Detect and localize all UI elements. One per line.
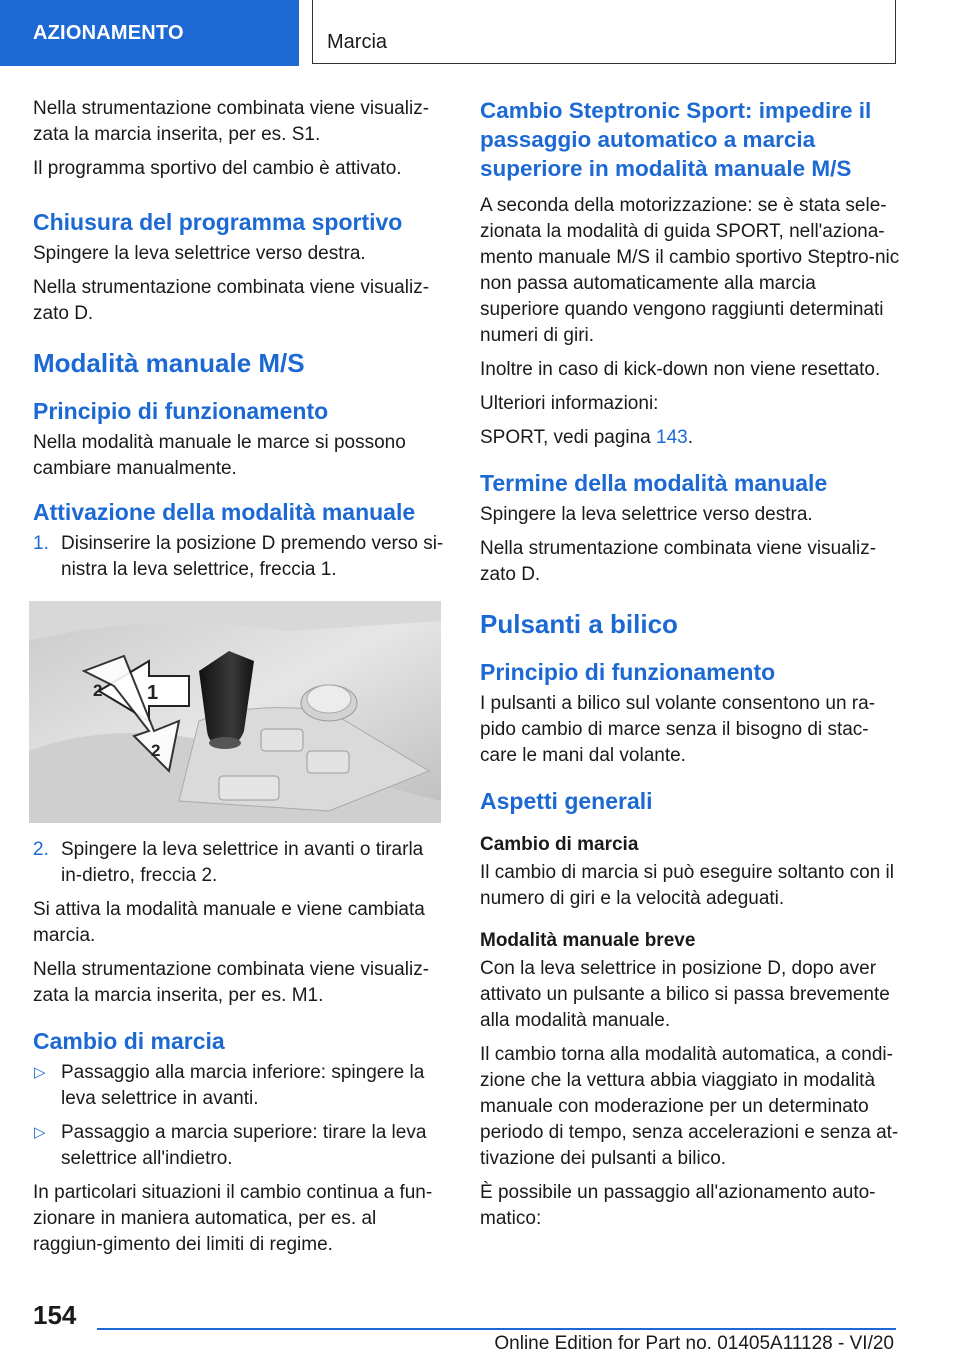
- paragraph: Spingere la leva selettrice verso destra.: [480, 504, 813, 525]
- paragraph: Il cambio di marcia si può eseguire soltanto con il numero di giri e la velocità adeguati.: [480, 862, 894, 909]
- paragraph: I pulsanti a bilico sul volante consentono un ra-pido cambio di marce senza il bisogno di stac-care le mani dal volante.: [480, 693, 876, 766]
- paragraph: È possibile un passaggio all'azionamento auto-matico:: [480, 1182, 876, 1229]
- bullet-text: Passaggio a marcia superiore: tirare la leva selettrice all'indietro.: [61, 1122, 427, 1169]
- paragraph: [480, 425, 900, 451]
- gear-selector-photo: [29, 601, 441, 823]
- paragraph: A seconda della motorizzazione: se è stata sele-zionata la modalità di guida SPORT, nell'aziona-mento manuale M/S il cambio sportivo Steptro-nic non passa automaticamente alla marcia superiore quando vengono raggiunti determinati numeri di giri.: [480, 195, 900, 346]
- paragraph: Inoltre in caso di kick-down non viene resettato.: [480, 359, 881, 380]
- page-number: 154: [33, 1300, 77, 1330]
- subheading-breve: Modalità manuale breve: [480, 930, 696, 951]
- list-item: [33, 531, 445, 583]
- bullet-item: [33, 1060, 445, 1112]
- text: .: [687, 427, 694, 448]
- paragraph: Il programma sportivo del cambio è attivato.: [33, 158, 402, 179]
- footer-divider: [97, 1328, 896, 1330]
- paragraph: Nella strumentazione combinata viene visualiz-zata la marcia inserita, per es. M1.: [33, 959, 430, 1006]
- heading-aspetti: Aspetti generali: [480, 788, 653, 814]
- subheading-cambio: Cambio di marcia: [480, 834, 639, 855]
- bullet-text: Passaggio alla marcia inferiore: spingere la leva selettrice in avanti.: [61, 1062, 425, 1109]
- heading-steptronic: Cambio Steptronic Sport: impedire il passaggio automatico a marcia superiore in modalità manuale M/S: [480, 98, 872, 181]
- paragraph: Si attiva la modalità manuale e viene cambiata marcia.: [33, 899, 425, 946]
- step-number: 1.: [33, 533, 49, 554]
- arrow-1-label: 1: [147, 682, 159, 704]
- step-text: Spingere la leva selettrice in avanti o tirarla in-dietro, freccia 2.: [61, 839, 424, 886]
- triangle-bullet-icon: ▷: [34, 1124, 46, 1141]
- heading-chiusura: Chiusura del programma sportivo: [33, 209, 403, 235]
- step-text: Disinserire la posizione D premendo verso si-nistra la leva selettrice, freccia 1.: [61, 533, 444, 580]
- left-column: [33, 96, 445, 1266]
- text: SPORT, vedi pagina: [480, 427, 657, 448]
- edition-text: Online Edition for Part no. 01405A11128 - VI/20: [494, 1333, 894, 1354]
- paragraph: Nella modalità manuale le marce si possono cambiare manualmente.: [33, 432, 406, 479]
- heading-pulsanti: Pulsanti a bilico: [480, 609, 678, 639]
- paragraph: Il cambio torna alla modalità automatica, a condi-zione che la vettura abbia viaggiato in modalità manuale con moderazione per un determinato periodo di tempo, senza accelerazioni e senza at-tivazione dei pulsanti a bilico.: [480, 1044, 899, 1169]
- paragraph: Nella strumentazione combinata viene visualiz-zato D.: [480, 538, 877, 585]
- heading-principio: Principio di funzionamento: [480, 659, 776, 685]
- arrow-2-label-top: 2: [93, 681, 103, 700]
- paragraph: In particolari situazioni il cambio continua a fun-zionare in maniera automatica, per es. al raggiun-gimento dei limiti di regime.: [33, 1182, 433, 1255]
- heading-termine: Termine della modalità manuale: [480, 470, 828, 496]
- paragraph: Spingere la leva selettrice verso destra.: [33, 243, 366, 264]
- list-item: [33, 837, 445, 889]
- section-tab: AZIONAMENTO: [0, 0, 299, 66]
- triangle-bullet-icon: ▷: [34, 1064, 46, 1081]
- heading-principio: Principio di funzionamento: [33, 398, 329, 424]
- paragraph: Con la leva selettrice in posizione D, dopo aver attivato un pulsante a bilico si passa brevemente alla modalità manuale.: [480, 958, 890, 1031]
- bullet-item: [33, 1120, 445, 1172]
- chapter-title: Marcia: [312, 0, 896, 64]
- heading-attivazione: Attivazione della modalità manuale: [33, 499, 416, 525]
- paragraph: Ulteriori informazioni:: [480, 393, 659, 414]
- step-number: 2.: [33, 839, 49, 860]
- right-column: [480, 96, 900, 1240]
- heading-modalita-manuale: Modalità manuale M/S: [33, 348, 305, 378]
- page-header: [0, 0, 960, 66]
- paragraph: Nella strumentazione combinata viene visualiz-zato D.: [33, 277, 430, 324]
- paragraph: Nella strumentazione combinata viene visualiz-zata la marcia inserita, per es. S1.: [33, 98, 430, 145]
- arrow-2-label-bottom: 2: [151, 741, 161, 760]
- heading-cambio: Cambio di marcia: [33, 1028, 225, 1054]
- page-link[interactable]: 143: [656, 427, 688, 448]
